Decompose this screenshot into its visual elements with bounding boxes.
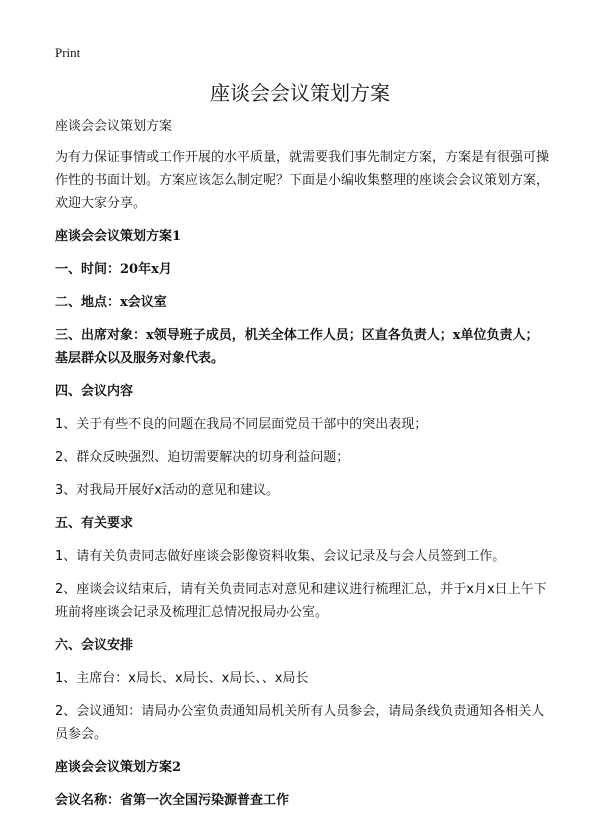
requirements-heading: 五、有关要求: [55, 516, 134, 531]
document-subtitle: 座谈会会议策划方案: [55, 119, 173, 134]
intro-paragraph: 为有力保证事情或工作开展的水平质量，就需要我们事先制定方案，方案是有很强可操作性的书面计划。方案应该怎么制定呢？下面是小编收集整理的座谈会会议策划方案，欢迎大家分享。: [55, 150, 550, 211]
attendees-line: 三、出席对象：x领导班子成员，机关全体工作人员；区直各负责人；x单位负责人；基层群众以及服务对象代表。: [55, 328, 539, 366]
content-item: 3、对我局开展好x活动的意见和建议。: [55, 483, 279, 498]
place-line: 二、地点：x会议室: [55, 295, 167, 310]
document-body: [55, 115, 550, 812]
arrangement-item: 2、会议通知：请局办公室负责通知局机关所有人员参会，请局条线负责通知各相关人员参会。: [55, 704, 545, 742]
document-title: 座谈会会议策划方案: [210, 81, 390, 105]
content-item: 2、群众反映强烈、迫切需要解决的切身利益问题；: [55, 450, 350, 465]
plan2-heading: 座谈会会议策划方案2: [55, 760, 182, 775]
time-line: 一、时间：20年x月: [55, 262, 172, 277]
arrangement-heading: 六、会议安排: [55, 638, 134, 653]
arrangement-item: 1、主席台：x局长、x局长、x局长、、x局长: [55, 671, 309, 686]
meeting-name-line: 会议名称：省第一次全国污染源普查工作: [55, 793, 290, 808]
plan1-heading: 座谈会会议策划方案1: [55, 229, 182, 244]
content-heading: 四、会议内容: [55, 384, 134, 399]
requirements-item: 1、请有关负责同志做好座谈会影像资料收集、会议记录及与会人员签到工作。: [55, 549, 506, 564]
content-item: 1、关于有些不良的问题在我局不同层面党员干部中的突出表现；: [55, 417, 428, 432]
requirements-item: 2、座谈会议结束后，请有关负责同志对意见和建议进行梳理汇总，并于x月x日上午下班前将座谈会记录及梳理汇总情况报局办公室。: [55, 582, 547, 620]
print-label: Print: [55, 45, 81, 60]
